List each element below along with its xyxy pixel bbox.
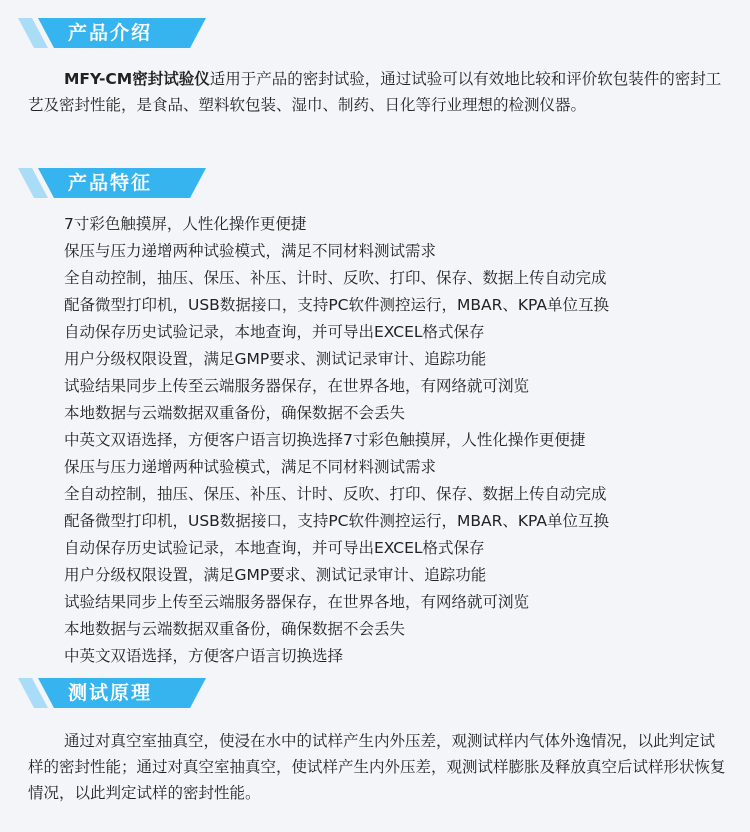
feature-item: 全自动控制，抽压、保压、补压、计时、反吹、打印、保存、数据上传自动完成 (64, 269, 607, 287)
feature-item: 自动保存历史试验记录，本地查询，并可导出EXCEL格式保存 (64, 323, 485, 341)
principle-section (0, 678, 750, 708)
intro-description: 适用于产品的密封试验，通过试验可以有效地比较和评价软包装件的密封工艺及密封性能，是食品、塑料软包装、湿巾、制药、日化等行业理想的检测仪器。 (28, 70, 722, 114)
feature-item: 保压与压力递增两种试验模式，满足不同材料测试需求 (64, 458, 437, 476)
feature-item: 中英文双语选择，方便客户语言切换选择 (64, 647, 344, 665)
features-header (18, 168, 750, 198)
feature-item: 配备微型打印机，USB数据接口，支持PC软件测控运行，MBAR、KPA单位互换 (64, 296, 609, 314)
feature-item: 试验结果同步上传至云端服务器保存，在世界各地，有网络就可浏览 (64, 377, 530, 395)
feature-item: 全自动控制，抽压、保压、补压、计时、反吹、打印、保存、数据上传自动完成 (64, 485, 607, 503)
principle-header (18, 678, 750, 708)
feature-item: 本地数据与云端数据双重备份，确保数据不会丢失 (64, 620, 406, 638)
feature-item: 保压与压力递增两种试验模式，满足不同材料测试需求 (64, 242, 437, 260)
feature-item: 用户分级权限设置，满足GMP要求、测试记录审计、追踪功能 (64, 350, 487, 368)
feature-item: 试验结果同步上传至云端服务器保存，在世界各地，有网络就可浏览 (64, 593, 530, 611)
feature-item: 用户分级权限设置，满足GMP要求、测试记录审计、追踪功能 (64, 566, 487, 584)
intro-header (18, 18, 750, 48)
intro-paragraph (28, 66, 728, 118)
features-title: 产品特征 (68, 172, 153, 194)
feature-item: 配备微型打印机，USB数据接口，支持PC软件测控运行，MBAR、KPA单位互换 (64, 512, 609, 530)
feature-item: 中英文双语选择，方便客户语言切换选择7寸彩色触摸屏，人性化操作更便捷 (64, 431, 586, 449)
features-list (64, 211, 609, 670)
principle-title: 测试原理 (68, 682, 153, 704)
intro-section (0, 18, 750, 48)
feature-item: 自动保存历史试验记录，本地查询，并可导出EXCEL格式保存 (64, 539, 485, 557)
principle-paragraph: 通过对真空室抽真空，使浸在水中的试样产生内外压差，观测试样内气体外逸情况，以此判定试样的密封性能；通过对真空室抽真空，使试样产生内外压差，观测试样膨胀及释放真空后试样形状恢复情况，以此判定试样的密封性能。 (28, 732, 726, 802)
features-section (0, 168, 750, 198)
product-name: MFY-CM密封试验仪 (64, 70, 210, 88)
feature-item: 7寸彩色触摸屏，人性化操作更便捷 (64, 215, 307, 233)
feature-item: 本地数据与云端数据双重备份，确保数据不会丢失 (64, 404, 406, 422)
intro-title: 产品介绍 (68, 22, 153, 44)
